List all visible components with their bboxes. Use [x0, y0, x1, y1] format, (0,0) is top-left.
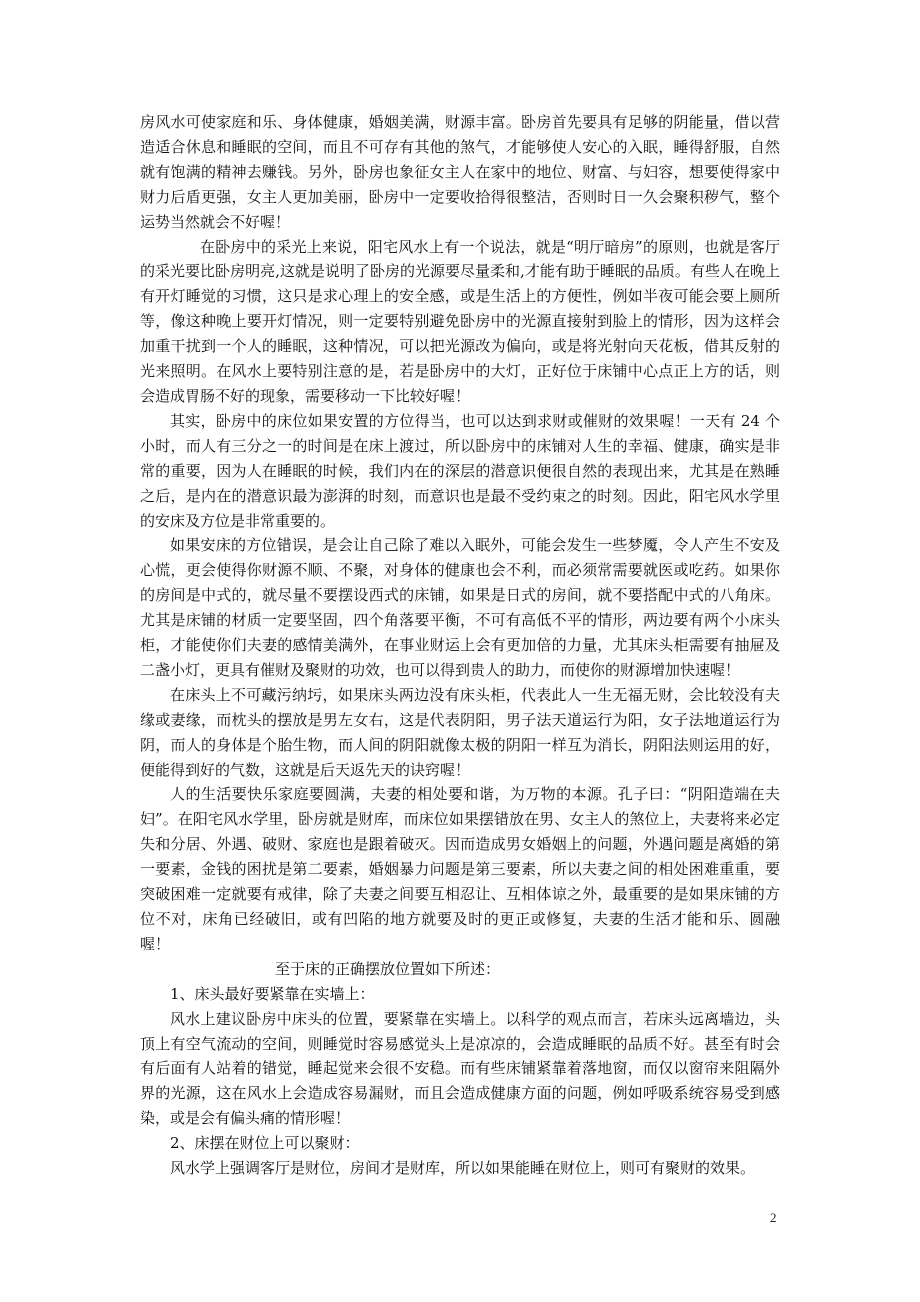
paragraph-5: 在床头上不可藏污纳圬，如果床头两边没有床头柜，代表此人一生无福无财，会比较没有夫缘或妻缘，而枕头的摆放是男左女右，这是代表阴阳，男子法天道运行为阳，女子法地道运行为阴，而人的身体是个胎生物，而人间的阴阳就像太极的阴阳一样互为消长，阴阳法则运用的好，便能得到好的气数，这就是后天返先天的诀窍喔！ — [140, 685, 780, 779]
paragraph-6: 人的生活要快乐家庭要圆满，夫妻的相处要和谐，为万物的本源。孔子曰：“阴阳造端在夫妇”。在阳宅风水学里，卧房就是财库，而床位如果摆错放在男、女主人的煞位上，夫妻将来必定失和分居、外遇、破财、家庭也是跟着破灭。因而造成男女婚姻上的问题，外遇问题是离婚的第一要素，金钱的困扰是第二要素，婚姻暴力问题是第三要素，所以夫妻之间的相处困难重重，要突破困难一定就要有戒律，除了夫妻之间要互相忍让、互相体谅之外，最重要的是如果床铺的方位不对，床角已经破旧，或有凹陷的地方就要及时的更正或修复，夫妻的生活才能和乐、圆融喔！ — [140, 785, 780, 953]
section-intro: 至于床的正确摆放位置如下所述： — [275, 959, 501, 978]
paragraph-8: 风水学上强调客厅是财位，房间才是财库，所以如果能睡在财位上，则可有聚财的效果。 — [170, 1159, 756, 1178]
paragraph-1: 房风水可使家庭和乐、身体健康，婚姻美满，财源丰富。卧房首先要具有足够的阴能量，借以营造适合休息和睡眠的空间，而且不可存有其他的煞气，才能够使人安心的入眠，睡得舒服，自然就有饱满的精神去赚钱。另外，卧房也象征女主人在家中的地位、财富、与妇容，想要使得家中财力后盾更强，女主人更加美丽，卧房中一定要收拾得很整洁，否则时日一久会聚积秽气，整个运势当然就会不好喔！ — [140, 113, 780, 231]
paragraph-3: 其实，卧房中的床位如果安置的方位得当，也可以达到求财或催财的效果喔！一天有 24 个小时，而人有三分之一的时间是在床上渡过，所以卧房中的床铺对人生的幸福、健康，确实是非常的重要，因为人在睡眠的时候，我们内在的深层的潜意识便很自然的表现出来，尤其是在熟睡之后，是内在的潜意识最为澎湃的时刻，而意识也是最不受约束之的时刻。因此，阳宅风水学里的安床及方位是非常重要的。 — [140, 411, 780, 530]
paragraph-2: 在卧房中的采光上来说，阳宅风水上有一个说法，就是“明厅暗房”的原则，也就是客厅的采光要比卧房明亮,这就是说明了卧房的光源要尽量柔和,才能有助于睡眠的品质。有些人在晚上有开灯睡觉的习惯，这只是求心理上的安全感，或是生活上的方便性，例如半夜可能会要上厕所等，像这种晚上要开灯情况，则一定要特别避免卧房中的光源直接射到脸上的情形，因为这样会加重干扰到一个人的睡眠，这种情况，可以把光源改为偏向，或是将光射向天花板，借其反射的光来照明。在风水上要特别注意的是，若是卧房中的大灯，正好位于床铺中心点正上方的话，则会造成胃肠不好的现象，需要移动一下比较好喔！ — [140, 237, 780, 405]
section-heading-1: 1、床头最好要紧靠在实墙上： — [170, 984, 375, 1003]
page-number: 2 — [770, 1210, 777, 1225]
paragraph-7: 风水上建议卧房中床头的位置，要紧靠在实墙上。以科学的观点而言，若床头远离墙边，头顶上有空气流动的空间，则睡觉时容易感觉头上是凉凉的，会造成睡眠的品质不好。甚至有时会有后面有人站着的错觉，睡起觉来会很不安稳。而有些床铺紧靠着落地窗，而仅以窗帘来阻隔外界的光源，这在风水上会造成容易漏财，而且会造成健康方面的问题，例如呼吸系统容易受到感染，或是会有偏头痛的情形喔！ — [140, 1009, 780, 1128]
body-text — [140, 110, 780, 1181]
section-heading-2: 2、床摆在财位上可以聚财： — [170, 1134, 360, 1153]
paragraph-4: 如果安床的方位错误，是会让自己除了难以入眠外，可能会发生一些梦魇，令人产生不安及心慌，更会使得你财源不顺、不聚，对身体的健康也会不利，而必须常需要就医或吃药。如果你的房间是中式的，就尽量不要摆设西式的床铺，如果是日式的房间，就不要搭配中式的八角床。尤其是床铺的材质一定要坚固，四个角落要平衡，不可有高低不平的情形，两边要有两个小床头柜，才能使你们夫妻的感情美满外，在事业财运上会有更加倍的力量，尤其床头柜需要有抽屉及二盏小灯，更具有催财及聚财的功效，也可以得到贵人的助力，而使你的财源增加快速喔！ — [140, 536, 780, 679]
